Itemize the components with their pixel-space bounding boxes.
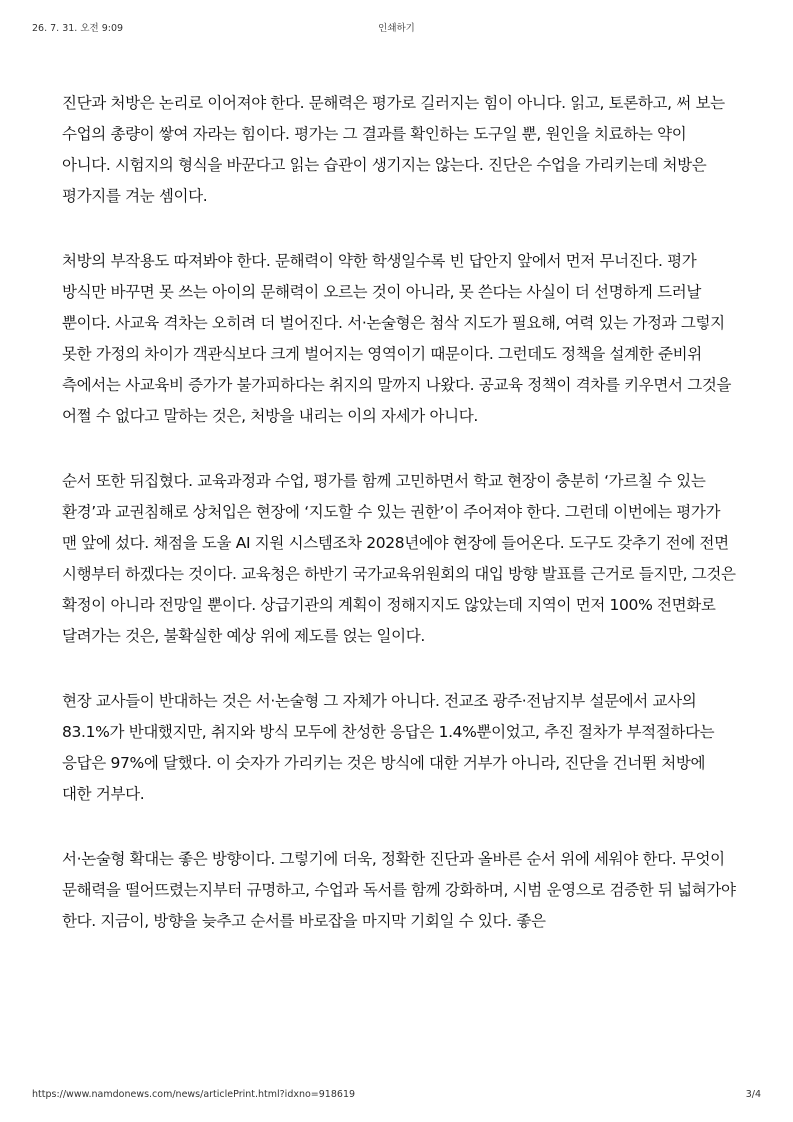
article-paragraph: 처방의 부작용도 따져봐야 한다. 문해력이 약한 학생일수록 빈 답안지 앞에서 먼저 무너진다. 평가 방식만 바꾸면 못 쓰는 아이의 문해력이 오르는 것이 아니라, 못 쓴다는 사실이 더 선명하게 드러날 뿐이다. 사교육 격차는 오히려 더 벌어진다. 서·논술형은 첨삭 지도가 필요해, 여력 있는 가정과 그렇지 못한 가정의 차이가 객관식보다 크게 벌어지는 영역이기 때문이다. 그런데도 정책을 설계한 준비위 측에서는 사교육비 증가가 불가피하다는 취지의 말까지 나왔다. 공교육 정책이 격차를 키우면서 그것을 어쩔 수 없다고 말하는 것은, 처방을 내리는 이의 자세가 아니다. <box>62 252 732 425</box>
source-url: https://www.namdonews.com/news/articlePrint.html?idxno=918619 <box>32 1089 356 1100</box>
print-header <box>32 20 761 34</box>
print-page-title: 인쇄하기 <box>378 23 415 34</box>
article-paragraph: 서·논술형 확대는 좋은 방향이다. 그렇기에 더욱, 정확한 진단과 올바른 순서 위에 세워야 한다. 무엇이 문해력을 떨어뜨렸는지부터 규명하고, 수업과 독서를 함께 강화하며, 시범 운영으로 검증한 뒤 넓혀가야 한다. 지금이, 방향을 늦추고 순서를 바로잡을 마지막 기회일 수 있다. 좋은 <box>62 850 736 930</box>
article-paragraph: 진단과 처방은 논리로 이어져야 한다. 문해력은 평가로 길러지는 힘이 아니다. 읽고, 토론하고, 써 보는 수업의 총량이 쌓여 자라는 힘이다. 평가는 그 결과를 확인하는 도구일 뿐, 원인을 치료하는 약이 아니다. 시험지의 형식을 바꾼다고 읽는 습관이 생기지는 않는다. 진단은 수업을 가리키는데 처방은 평가지를 겨눈 셈이다. <box>62 94 725 205</box>
print-datetime: 26. 7. 31. 오전 9:09 <box>32 23 124 34</box>
article-paragraph: 현장 교사들이 반대하는 것은 서·논술형 그 자체가 아니다. 전교조 광주·전남지부 설문에서 교사의 83.1%가 반대했지만, 취지와 방식 모두에 찬성한 응답은 1.4%뿐이었고, 추진 절차가 부적절하다는 응답은 97%에 달했다. 이 숫자가 가리키는 것은 방식에 대한 거부가 아니라, 진단을 건너뛴 처방에 대한 거부다. <box>62 692 715 803</box>
page-number: 3/4 <box>745 1089 761 1100</box>
article-paragraph: 순서 또한 뒤집혔다. 교육과정과 수업, 평가를 함께 고민하면서 학교 현장이 충분히 ‘가르칠 수 있는 환경’과 교권침해로 상처입은 현장에 ‘지도할 수 있는 권한’이 주어져야 한다. 그런데 이번에는 평가가 맨 앞에 섰다. 채점을 도울 AI 지원 시스템조차 2028년에야 현장에 들어온다. 도구도 갖추기 전에 전면 시행부터 하겠다는 것이다. 교육청은 하반기 국가교육위원회의 대입 방향 발표를 근거로 들지만, 그것은 확정이 아니라 전망일 뿐이다. 상급기관의 계획이 정해지지도 않았는데 지역이 먼저 100% 전면화로 달려가는 것은, 불확실한 예상 위에 제도를 얹는 일이다. <box>62 472 736 645</box>
article-body <box>62 88 738 937</box>
print-footer <box>32 1089 761 1103</box>
